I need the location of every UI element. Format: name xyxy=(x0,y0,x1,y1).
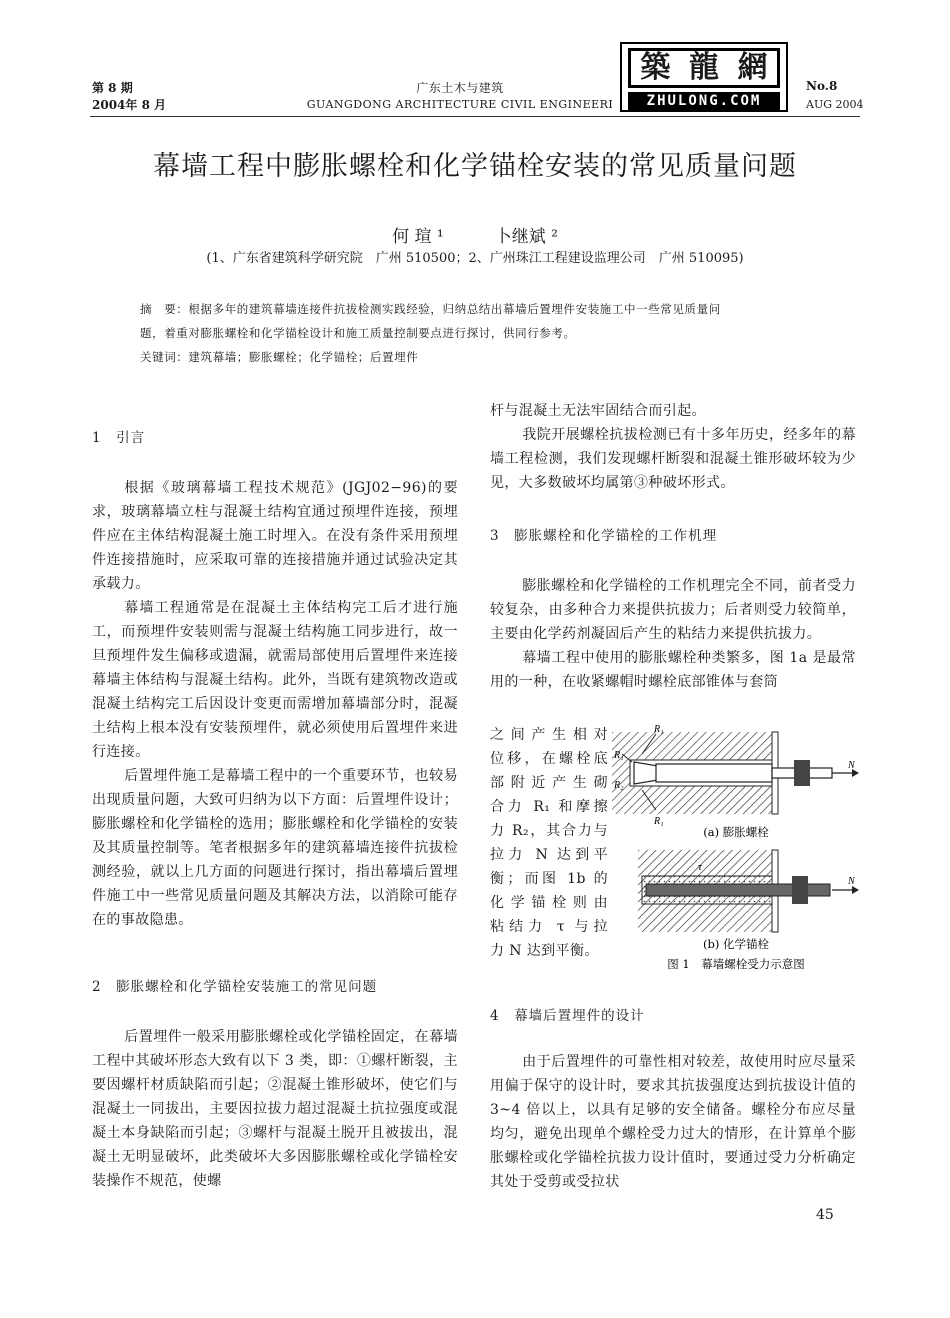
affiliations: (1、广东省建筑科学研究院 广州 510500；2、广州珠江工程建设监理公司 广州 510095) xyxy=(206,251,744,266)
issue-number: 第 8 期 xyxy=(92,81,133,95)
narrow-line: 力 N 达到平衡。 xyxy=(490,943,599,959)
paragraph-testing-history: 我院开展螺栓抗拔检测已有十多年历史，经多年的幕墙工程检测，我们发现螺杆断裂和混凝土锥形破坏较为少见，大多数破坏均属第③种破坏形式。 xyxy=(490,427,856,491)
zhulong-logo xyxy=(620,42,788,112)
n-label-a: N xyxy=(848,760,855,771)
logo-char-1: 築 xyxy=(640,50,671,85)
figure-label-b: (b) 化学锚栓 xyxy=(703,937,769,951)
left-column-body-1 xyxy=(92,476,458,932)
concrete-gap-b xyxy=(626,850,638,932)
section-2-title: 2 膨胀螺栓和化学锚栓安装施工的常见问题 xyxy=(92,979,378,995)
issue-number-en: No.8 xyxy=(806,79,838,93)
abstract-line-1: 摘 要：根据多年的建筑幕墙连接件抗拔检测实践经验，归纳总结出幕墙后置埋件安装施工中一些常见质量问 xyxy=(140,302,721,316)
narrow-line: 部附近产生砌 xyxy=(490,775,608,791)
header-rule xyxy=(90,116,860,117)
journal-title-en: GUANGDONG ARCHITECTURE CIVIL ENGINEERI xyxy=(306,98,614,111)
authors: 何 瑄 ¹ 卜继斌 ² xyxy=(392,227,558,247)
narrow-line: 化学锚栓则由 xyxy=(490,895,608,911)
right-column-body-3 xyxy=(490,1050,856,1194)
tau-label: τ xyxy=(698,861,702,873)
paragraph-design: 由于后置埋件的可靠性相对较差，故使用时应尽量采用偏于保守的设计时，要求其抗拔强度达到抗拔设计值的 3~4 倍以上，以具有足够的安全储备。螺栓分布应尽量均匀，避免出现单个螺栓受力过大的情形，在计算单个膨胀螺栓或化学锚栓抗拔力设计值时，要通过受力分析确定其处于受剪或受拉状 xyxy=(490,1054,856,1190)
paragraph-intro-2: 幕墙工程通常是在混凝土主体结构完工后才进行施工，而预埋件安装则需与混凝土结构施工同步进行，故一旦预埋件发生偏移或遗漏，就需局部使用后置埋件来连接幕墙主体结构与混凝土结构。此外，当既有建筑物改造或混凝土结构完工后因设计变更而需增加幕墙部分时，混凝土结构上根本没有安装预埋件，就必须使用后置埋件来进行连接。 xyxy=(92,600,458,760)
logo-char-2: 龍 xyxy=(688,50,719,85)
issue-date-en: AUG 2004 xyxy=(806,98,864,111)
narrow-line: 力 R₂，其合力与 xyxy=(490,823,608,839)
paragraph-bolt-types: 幕墙工程中使用的膨胀螺栓种类繁多，图 1a 是最常用的一种，在收紧螺帽时螺栓底部锥体与套筒 xyxy=(490,650,856,690)
article-title: 幕墙工程中膨胀螺栓和化学锚栓安装的常见质量问题 xyxy=(153,151,797,182)
chemical-anchor-diagram xyxy=(626,850,859,932)
narrow-line: 合力 R₁ 和摩擦 xyxy=(490,799,608,815)
expansion-bolt-diagram xyxy=(612,724,859,827)
r1-label-bottom: R₁ xyxy=(654,816,664,827)
paragraph-intro-1: 根据《玻璃幕墙工程技术规范》(JGJ02−96)的要求，玻璃幕墙立柱与混凝土结构宜通过预埋件连接，预埋件应在主体结构混凝土施工时埋入。在没有条件采用预埋件连接措施时，应采取可靠的连接措施并通过试验决定其承载力。 xyxy=(92,480,458,592)
abstract-line-2: 题，着重对膨胀螺栓和化学锚栓设计和施工质量控制要点进行探讨，供同行参考。 xyxy=(140,326,576,340)
section-1-title: 1 引言 xyxy=(92,430,146,446)
narrow-line: 粘结力 τ 与拉 xyxy=(490,919,608,935)
force-arrowhead-b xyxy=(852,886,859,894)
logo-english-text: ZHULONG.COM xyxy=(628,92,780,110)
issue-date: 2004年 8 月 xyxy=(92,98,167,112)
section-4-title: 4 幕墙后置埋件的设计 xyxy=(490,1008,645,1024)
nut-b xyxy=(792,876,808,904)
figure-1-drawing xyxy=(612,724,860,972)
paragraph-continued: 杆与混凝土无法牢固结合而引起。 xyxy=(490,403,706,419)
figure-label-a: (a) 膨胀螺栓 xyxy=(703,825,769,839)
narrow-line: 之间产生相对 xyxy=(490,727,608,743)
paragraph-failure-modes: 后置埋件一般采用膨胀螺栓或化学锚栓固定，在幕墙工程中其破坏形态大致有以下 3 类，即：①螺杆断裂，主要因螺杆材质缺陷而引起；②混凝土锥形破坏，使它们与混凝土一同拔出，主要因拉拔力超过混凝土抗拉强度或混凝土本身缺陷而引起；③螺杆与混凝土脱开且被拔出，混凝土无明显破坏，此类破坏大多因膨胀螺栓或化学锚栓安装操作不规范，使螺 xyxy=(92,1029,458,1189)
r1-label-top: R₁ xyxy=(654,724,664,735)
paragraph-mechanism: 膨胀螺栓和化学锚栓的工作机理完全不同，前者受力较复杂，由多种合力来提供抗拔力；后者则受力较简单，主要由化学药剂凝固后产生的粘结力来提供抗拔力。 xyxy=(490,578,856,642)
narrow-line: 位移，在螺栓底 xyxy=(490,751,608,767)
keywords: 关键词：建筑幕墙；膨胀螺栓；化学锚栓；后置埋件 xyxy=(140,350,419,364)
r1-label-left: R₁ xyxy=(614,750,624,761)
narrow-line: 衡；而图 1b 的 xyxy=(490,871,608,887)
section-3-title: 3 膨胀螺栓和化学锚栓的工作机理 xyxy=(490,528,718,544)
paragraph-intro-3: 后置埋件施工是幕墙工程中的一个重要环节，也较易出现质量问题，大致可归纳为以下方面：后置埋件设计；膨胀螺栓和化学锚栓的选用；膨胀螺栓和化学锚栓的安装及其质量控制等。笔者根据多年的建筑幕墙连接件抗拔检测经验，就以上几方面的问题进行探讨，指出幕墙后置埋件施工中一些常见质量问题及其解决方法，以消除可能存在的事故隐患。 xyxy=(92,768,458,928)
right-column-body-2 xyxy=(490,574,856,694)
cone-a xyxy=(634,762,658,784)
right-column-body-1 xyxy=(490,399,856,495)
left-column-body-2 xyxy=(92,1025,458,1193)
journal-title-cn: 广东土木与建筑 xyxy=(416,81,504,95)
narrow-line: 拉力 N 达到平 xyxy=(490,847,608,863)
figure-caption: 图 1 幕墙螺栓受力示意图 xyxy=(667,957,805,971)
r2-label: R₂ xyxy=(614,780,624,791)
narrow-text-beside-figure xyxy=(490,723,608,963)
logo-char-3: 網 xyxy=(737,50,768,85)
n-label-b: N xyxy=(848,876,855,887)
figure-1 xyxy=(612,724,860,972)
logo-chinese-text xyxy=(628,48,780,88)
sleeve-a xyxy=(656,764,772,782)
nut-a xyxy=(794,760,810,786)
page-number: 45 xyxy=(816,1207,834,1223)
